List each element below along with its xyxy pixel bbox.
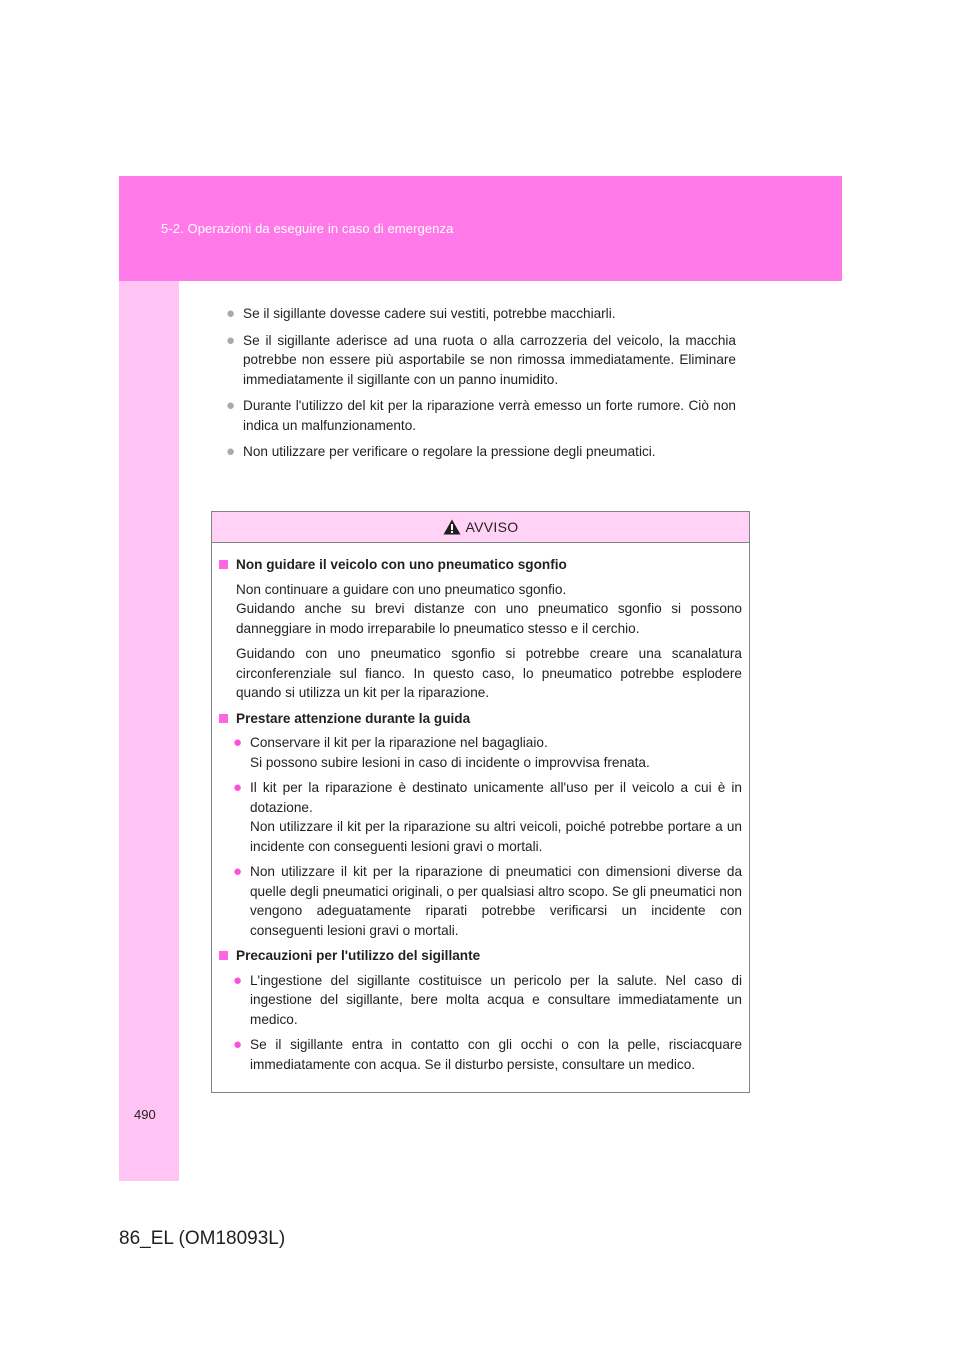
list-item: ● Durante l'utilizzo del kit per la riparazione verrà emesso un forte rumore. Ciò non indica un malfunzionamento. (226, 397, 736, 433)
warning-paragraph: Guidando con uno pneumatico sgonfio si potrebbe creare una scanalatura circonferenziale sul fianco. In questo caso, lo pneumatico potrebbe esplodere quando si utilizza un kit per la riparazione. (236, 646, 742, 700)
side-margin-band (119, 281, 179, 1181)
warning-title: AVVISO (465, 519, 519, 535)
square-bullet-icon (219, 951, 228, 960)
list-item: ● Se il sigillante entra in contatto con gli occhi o con la pelle, risciacquare immediatamente con acqua. Se il disturbo persiste, consultare un medico. (233, 1036, 742, 1072)
section-title: 5-2. Operazioni da eseguire in caso di emergenza (161, 221, 454, 236)
warning-section-heading: Non guidare il veicolo con uno pneumatico sgonfio (219, 555, 742, 575)
list-item: ● Non utilizzare il kit per la riparazione di pneumatici con dimensioni diverse da quelle degli pneumatici originali, o per qualsiasi altro scopo. Se gli pneumatici non vengono adeguatamente riparati potrebbe verificarsi un incidente con conseguenti lesioni gravi o mortali. (233, 863, 742, 938)
page-number: 490 (134, 1107, 156, 1122)
bullet-dot-icon: ● (233, 971, 243, 989)
intro-bullet-list (226, 304, 736, 469)
bullet-dot-icon: ● (226, 397, 236, 414)
bullet-dot-icon: ● (233, 734, 243, 751)
warning-body (212, 543, 749, 1074)
list-item: ● Conservare il kit per la riparazione nel bagagliaio. Si possono subire lesioni in caso di incidente o improvvisa frenata. (233, 734, 650, 770)
warning-triangle-icon (443, 519, 461, 535)
bullet-dot-icon: ● (233, 863, 243, 880)
list-item: ● L'ingestione del sigillante costituisce un pericolo per la salute. Nel caso di ingestione del sigillante, bere molta acqua e consultare immediatamente un medico. (233, 971, 742, 1027)
square-bullet-icon (219, 560, 228, 569)
list-item: ● Se il sigillante aderisce ad una ruota o alla carrozzeria del veicolo, la macchia potrebbe non essere più asportabile se non rimossa immediatamente. Eliminare immediatamente il sigillante con un panno inumidito. (226, 331, 736, 387)
square-bullet-icon (219, 714, 228, 723)
bullet-dot-icon: ● (226, 305, 236, 322)
list-item: ● Se il sigillante dovesse cadere sui vestiti, potrebbe macchiarli. (226, 305, 616, 322)
warning-box (211, 511, 750, 1093)
list-item: ● Il kit per la riparazione è destinato unicamente all'uso per il veicolo a cui è in dotazione. Non utilizzare il kit per la riparazione su altri veicoli, poiché potrebbe portare a un incidente con conseguenti lesioni gravi o mortali. (233, 779, 742, 854)
warning-header (212, 512, 749, 543)
list-item: ● Non utilizzare per verificare o regolare la pressione degli pneumatici. (226, 443, 656, 460)
bullet-dot-icon: ● (226, 331, 236, 349)
warning-section-heading: Precauzioni per l'utilizzo del sigillante (219, 946, 742, 966)
warning-paragraph: Non continuare a guidare con uno pneumatico sgonfio. Guidando anche su brevi distanze con uno pneumatico sgonfio si possono danneggiare in modo irreparabile lo pneumatico stesso e il cerchio. (236, 581, 742, 636)
bullet-dot-icon: ● (226, 443, 236, 460)
warning-section-heading: Prestare attenzione durante la guida (219, 709, 742, 729)
bullet-dot-icon: ● (233, 1036, 243, 1053)
document-code: 86_EL (OM18093L) (119, 1228, 286, 1249)
bullet-dot-icon: ● (233, 779, 243, 796)
